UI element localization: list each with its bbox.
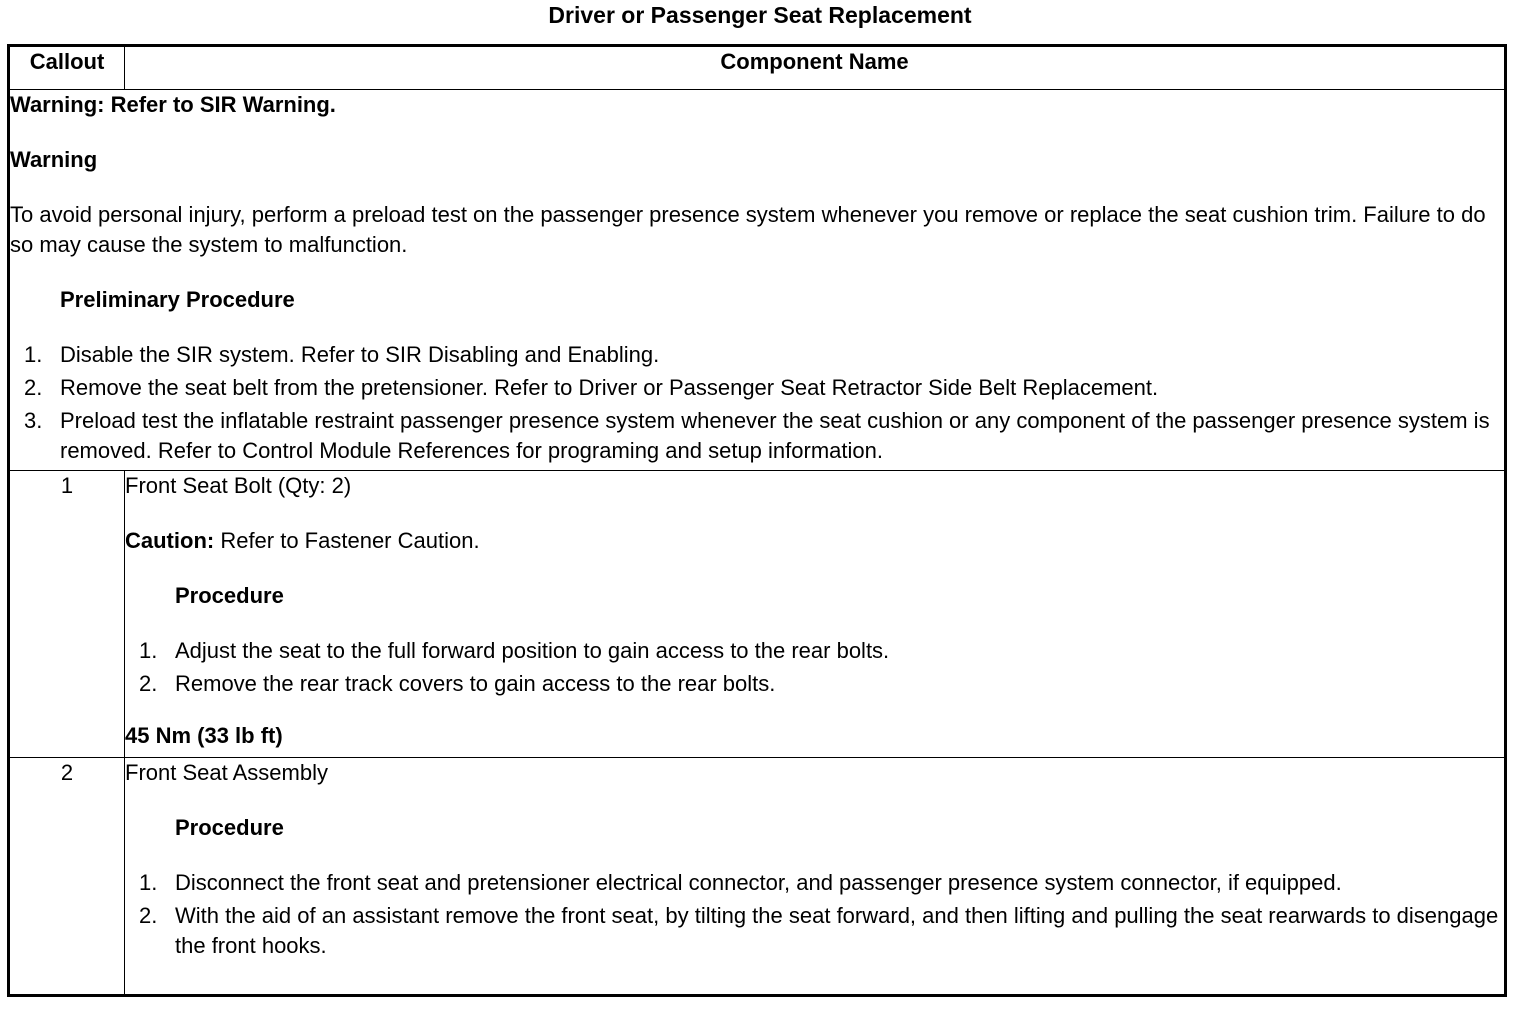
step-number: 2. [24, 375, 43, 400]
caution-line [125, 526, 1504, 556]
caution-label: Caution: [125, 528, 215, 553]
step-text: Preload test the inflatable restraint passenger presence system whenever the seat cushion or any component of the passenger presence system is removed. Refer to Control Module References for programing and setup information. [60, 408, 1490, 463]
callout-number: 1 [9, 471, 125, 758]
step-number: 2. [139, 903, 158, 928]
component-cell [125, 471, 1506, 758]
component-name: Front Seat Bolt (Qty: 2) [125, 473, 352, 498]
preliminary-row [9, 90, 1506, 471]
step-text: Remove the seat belt from the pretensioner. Refer to Driver or Passenger Seat Retractor Side Belt Replacement. [60, 375, 1159, 400]
table-header-row [9, 46, 1506, 90]
step-text: Disable the SIR system. Refer to SIR Disabling and Enabling. [60, 342, 660, 367]
step-text: With the aid of an assistant remove the front seat, by tilting the seat forward, and then lifting and pulling the seat rearwards to disengage the front hooks. [175, 903, 1499, 958]
step-text: Remove the rear track covers to gain access to the rear bolts. [175, 671, 776, 696]
preliminary-cell [9, 90, 1506, 471]
procedure-table [7, 44, 1507, 997]
list-item [125, 868, 1504, 898]
list-item [125, 669, 1504, 699]
sir-warning-ref [10, 90, 1504, 120]
list-item [10, 340, 1504, 370]
header-callout: Callout [9, 46, 125, 90]
step-text: Disconnect the front seat and pretensioner electrical connector, and passenger presence system connector, if equipped. [175, 870, 1342, 895]
table-row [9, 758, 1506, 996]
warning-ref-text: Refer to SIR Warning. [104, 92, 336, 117]
step-number: 2. [139, 671, 158, 696]
warning-ref-label: Warning: [10, 92, 105, 117]
document-title: Driver or Passenger Seat Replacement [548, 2, 972, 28]
step-number: 3. [24, 408, 43, 433]
component-cell [125, 758, 1506, 996]
list-item [10, 406, 1504, 466]
step-number: 1. [139, 638, 158, 663]
callout-number: 2 [9, 758, 125, 996]
warning-text: To avoid personal injury, perform a preload test on the passenger presence system whenever you remove or replace the seat cushion trim. Failure to do so may cause the system to malfunction. [10, 202, 1486, 257]
preliminary-steps [10, 340, 1504, 466]
step-text: Adjust the seat to the full forward position to gain access to the rear bolts. [175, 638, 890, 663]
torque-spec: 45 Nm (33 lb ft) [125, 723, 283, 748]
warning-heading: Warning [10, 147, 98, 172]
procedure-steps [125, 868, 1504, 961]
procedure-steps [125, 636, 1504, 699]
caution-text: Refer to Fastener Caution. [214, 528, 480, 553]
procedure-heading: Procedure [175, 815, 284, 840]
procedure-heading: Procedure [175, 583, 284, 608]
list-item [125, 901, 1504, 961]
step-number: 1. [24, 342, 43, 367]
component-name: Front Seat Assembly [125, 760, 328, 785]
list-item [10, 373, 1504, 403]
table-row [9, 471, 1506, 758]
preliminary-procedure-heading: Preliminary Procedure [60, 287, 295, 312]
list-item [125, 636, 1504, 666]
header-component-name: Component Name [125, 46, 1506, 90]
step-number: 1. [139, 870, 158, 895]
